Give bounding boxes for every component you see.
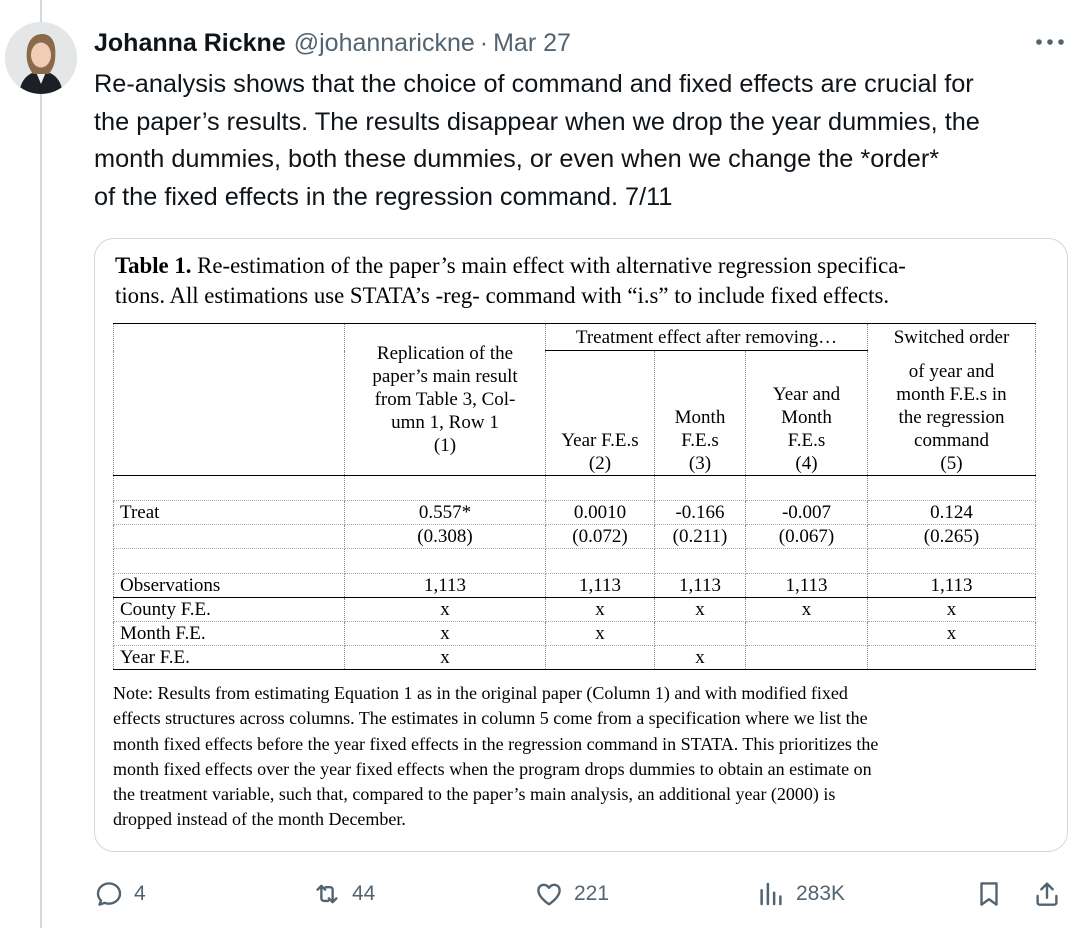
caption-line-2: tions. All estimations use STATA’s -reg- command with “i.s” to include fixed effects.	[115, 283, 890, 308]
header-text: (3)	[688, 453, 712, 474]
repost-icon	[312, 879, 342, 909]
table-cell: (0.308)	[345, 525, 546, 549]
tweet-actions	[94, 872, 1070, 916]
tweet-text	[94, 66, 1069, 216]
table-note	[113, 681, 1039, 833]
header-text: Year F.E.s	[561, 430, 639, 451]
views-count: 283K	[796, 882, 846, 905]
table-cell: (0.211)	[655, 525, 746, 549]
tweet-text-line: of the fixed effects in the regression command. 7/11	[94, 182, 673, 211]
like-button[interactable]	[534, 872, 609, 916]
table-header-row	[114, 324, 1036, 351]
reply-icon	[94, 879, 124, 909]
thread-line	[40, 0, 42, 928]
table-cell: x	[546, 598, 655, 622]
table-row-month-fe	[114, 622, 1036, 646]
table-row-treat	[114, 501, 1036, 525]
header-switched-top: Switched order	[868, 324, 1036, 351]
table-cell: 1,113	[546, 574, 655, 598]
tweet-text-line: month dummies, both these dummies, or even when we change the *order*	[94, 145, 940, 173]
row-label: Month F.E.	[114, 622, 345, 646]
views-button[interactable]	[756, 872, 845, 916]
table-cell: 0.0010	[546, 501, 655, 525]
table-row-county-fe	[114, 598, 1036, 622]
caption-line-1	[115, 251, 1035, 281]
table-cell: 1,113	[868, 574, 1036, 598]
caption-bold: Table 1.	[115, 253, 192, 278]
table-cell: -0.007	[746, 501, 868, 525]
table-cell: x	[345, 622, 546, 646]
header-col-2	[546, 351, 655, 476]
reply-count: 4	[134, 882, 146, 905]
table-cell	[546, 646, 655, 670]
table-cell: x	[655, 598, 746, 622]
author-handle[interactable]: @johannarickne	[293, 28, 475, 57]
table-cell	[868, 646, 1036, 670]
table-cell	[746, 476, 868, 501]
header-text: Month	[781, 407, 832, 428]
table-cell: 0.124	[868, 501, 1036, 525]
like-count: 221	[574, 882, 610, 905]
header-text: Month	[674, 407, 726, 428]
table-cell: (0.072)	[546, 525, 655, 549]
results-table	[113, 323, 1036, 670]
table-cell	[114, 476, 345, 501]
table-cell	[868, 476, 1036, 501]
table-cell: 1,113	[345, 574, 546, 598]
header-text: of year and	[908, 361, 995, 382]
header-text: the regression	[898, 407, 1005, 428]
note-line: dropped instead of the month December.	[113, 809, 406, 830]
header-text: Replication of the	[376, 343, 514, 364]
more-icon	[1035, 38, 1065, 46]
tweet-text-line: the paper’s results. The results disappear when we drop the year dummies, the	[94, 107, 980, 136]
table-cell: x	[345, 646, 546, 670]
table-cell	[345, 476, 546, 501]
header-text: (4)	[795, 453, 818, 474]
table-row-observations	[114, 574, 1036, 598]
reply-button[interactable]	[94, 872, 146, 916]
row-label: County F.E.	[114, 598, 345, 622]
table-cell	[655, 549, 746, 574]
note-line: effects structures across columns. The estimates in column 5 come from a specification where we list the	[113, 708, 868, 729]
table-cell	[114, 549, 345, 574]
table-cell	[546, 549, 655, 574]
views-icon	[756, 879, 786, 909]
header-col-4	[746, 351, 868, 476]
header-empty-cell	[114, 324, 345, 476]
header-col-3	[655, 351, 746, 476]
header-col-5	[868, 351, 1036, 476]
note-line: month fixed effects before the year fixed effects in the regression command in STATA. This prioritizes the	[113, 733, 879, 754]
row-label: Treat	[114, 501, 345, 525]
table-row-year-fe	[114, 646, 1036, 670]
table-cell	[868, 549, 1036, 574]
header-text: umn 1, Row 1	[391, 412, 499, 433]
table-cell: 0.557*	[345, 501, 546, 525]
table-cell: x	[868, 598, 1036, 622]
header-text: Year and	[772, 384, 841, 405]
row-label: Observations	[114, 574, 345, 598]
table-cell: (0.067)	[746, 525, 868, 549]
note-line: Note: Results from estimating Equation 1 as in the original paper (Column 1) and with modified fixed	[113, 683, 848, 703]
table-cell	[655, 476, 746, 501]
table-cell: x	[655, 646, 746, 670]
table-cell: x	[868, 622, 1036, 646]
table-cell	[655, 622, 746, 646]
table-cell	[345, 549, 546, 574]
table-cell	[746, 646, 868, 670]
table-cell: 1,113	[655, 574, 746, 598]
table-cell	[746, 622, 868, 646]
tweet-date[interactable]: Mar 27	[493, 28, 571, 57]
tweet-text-line: Re-analysis shows that the choice of command and fixed effects are crucial for	[94, 70, 974, 98]
tweet-media-image[interactable]	[94, 238, 1068, 852]
header-col-1	[345, 324, 546, 476]
row-label	[114, 525, 345, 549]
caption-rest: Re-estimation of the paper’s main effect with alternative regression specifica-	[191, 253, 906, 278]
table-cell: (0.265)	[868, 525, 1036, 549]
table-caption	[115, 251, 1035, 311]
avatar[interactable]	[5, 22, 77, 94]
table-cell: 1,113	[746, 574, 868, 598]
table-cell	[546, 476, 655, 501]
share-icon	[1032, 879, 1062, 909]
header-text: month F.E.s in	[896, 384, 1007, 405]
table-cell	[746, 549, 868, 574]
note-line: month fixed effects over the year fixed effects when the program drops dummies to obtain an estimate on	[113, 758, 872, 779]
note-line: the treatment variable, such that, compared to the paper’s main analysis, an additional year (2000) is	[113, 784, 836, 805]
header-text: F.E.s	[681, 430, 719, 451]
avatar-portrait-icon	[5, 22, 77, 94]
row-label: Year F.E.	[114, 646, 345, 670]
bookmark-icon	[974, 879, 1004, 909]
table-cell: -0.166	[655, 501, 746, 525]
header-text: (5)	[940, 453, 963, 474]
table-cell: x	[746, 598, 868, 622]
header-text: paper’s main result	[372, 366, 518, 387]
author-name[interactable]: Johanna Rickne	[94, 28, 286, 57]
repost-button[interactable]	[312, 872, 375, 916]
more-button[interactable]	[1030, 28, 1070, 56]
repost-count: 44	[352, 882, 376, 905]
heart-icon	[534, 879, 564, 909]
header-text: F.E.s	[787, 430, 826, 451]
separator-dot: ·	[479, 28, 489, 57]
table-cell: x	[546, 622, 655, 646]
table-blank-row	[114, 476, 1036, 501]
header-text: command	[914, 430, 989, 451]
header-group-removing: Treatment effect after removing…	[546, 324, 868, 351]
table-cell: x	[345, 598, 546, 622]
table-row-se	[114, 525, 1036, 549]
share-button[interactable]	[1032, 872, 1062, 916]
header-text: (2)	[588, 453, 612, 474]
header-text: (1)	[433, 435, 457, 456]
bookmark-button[interactable]	[974, 872, 1004, 916]
header-text: from Table 3, Col-	[374, 389, 516, 410]
tweet-header	[94, 26, 571, 60]
table-blank-row	[114, 549, 1036, 574]
